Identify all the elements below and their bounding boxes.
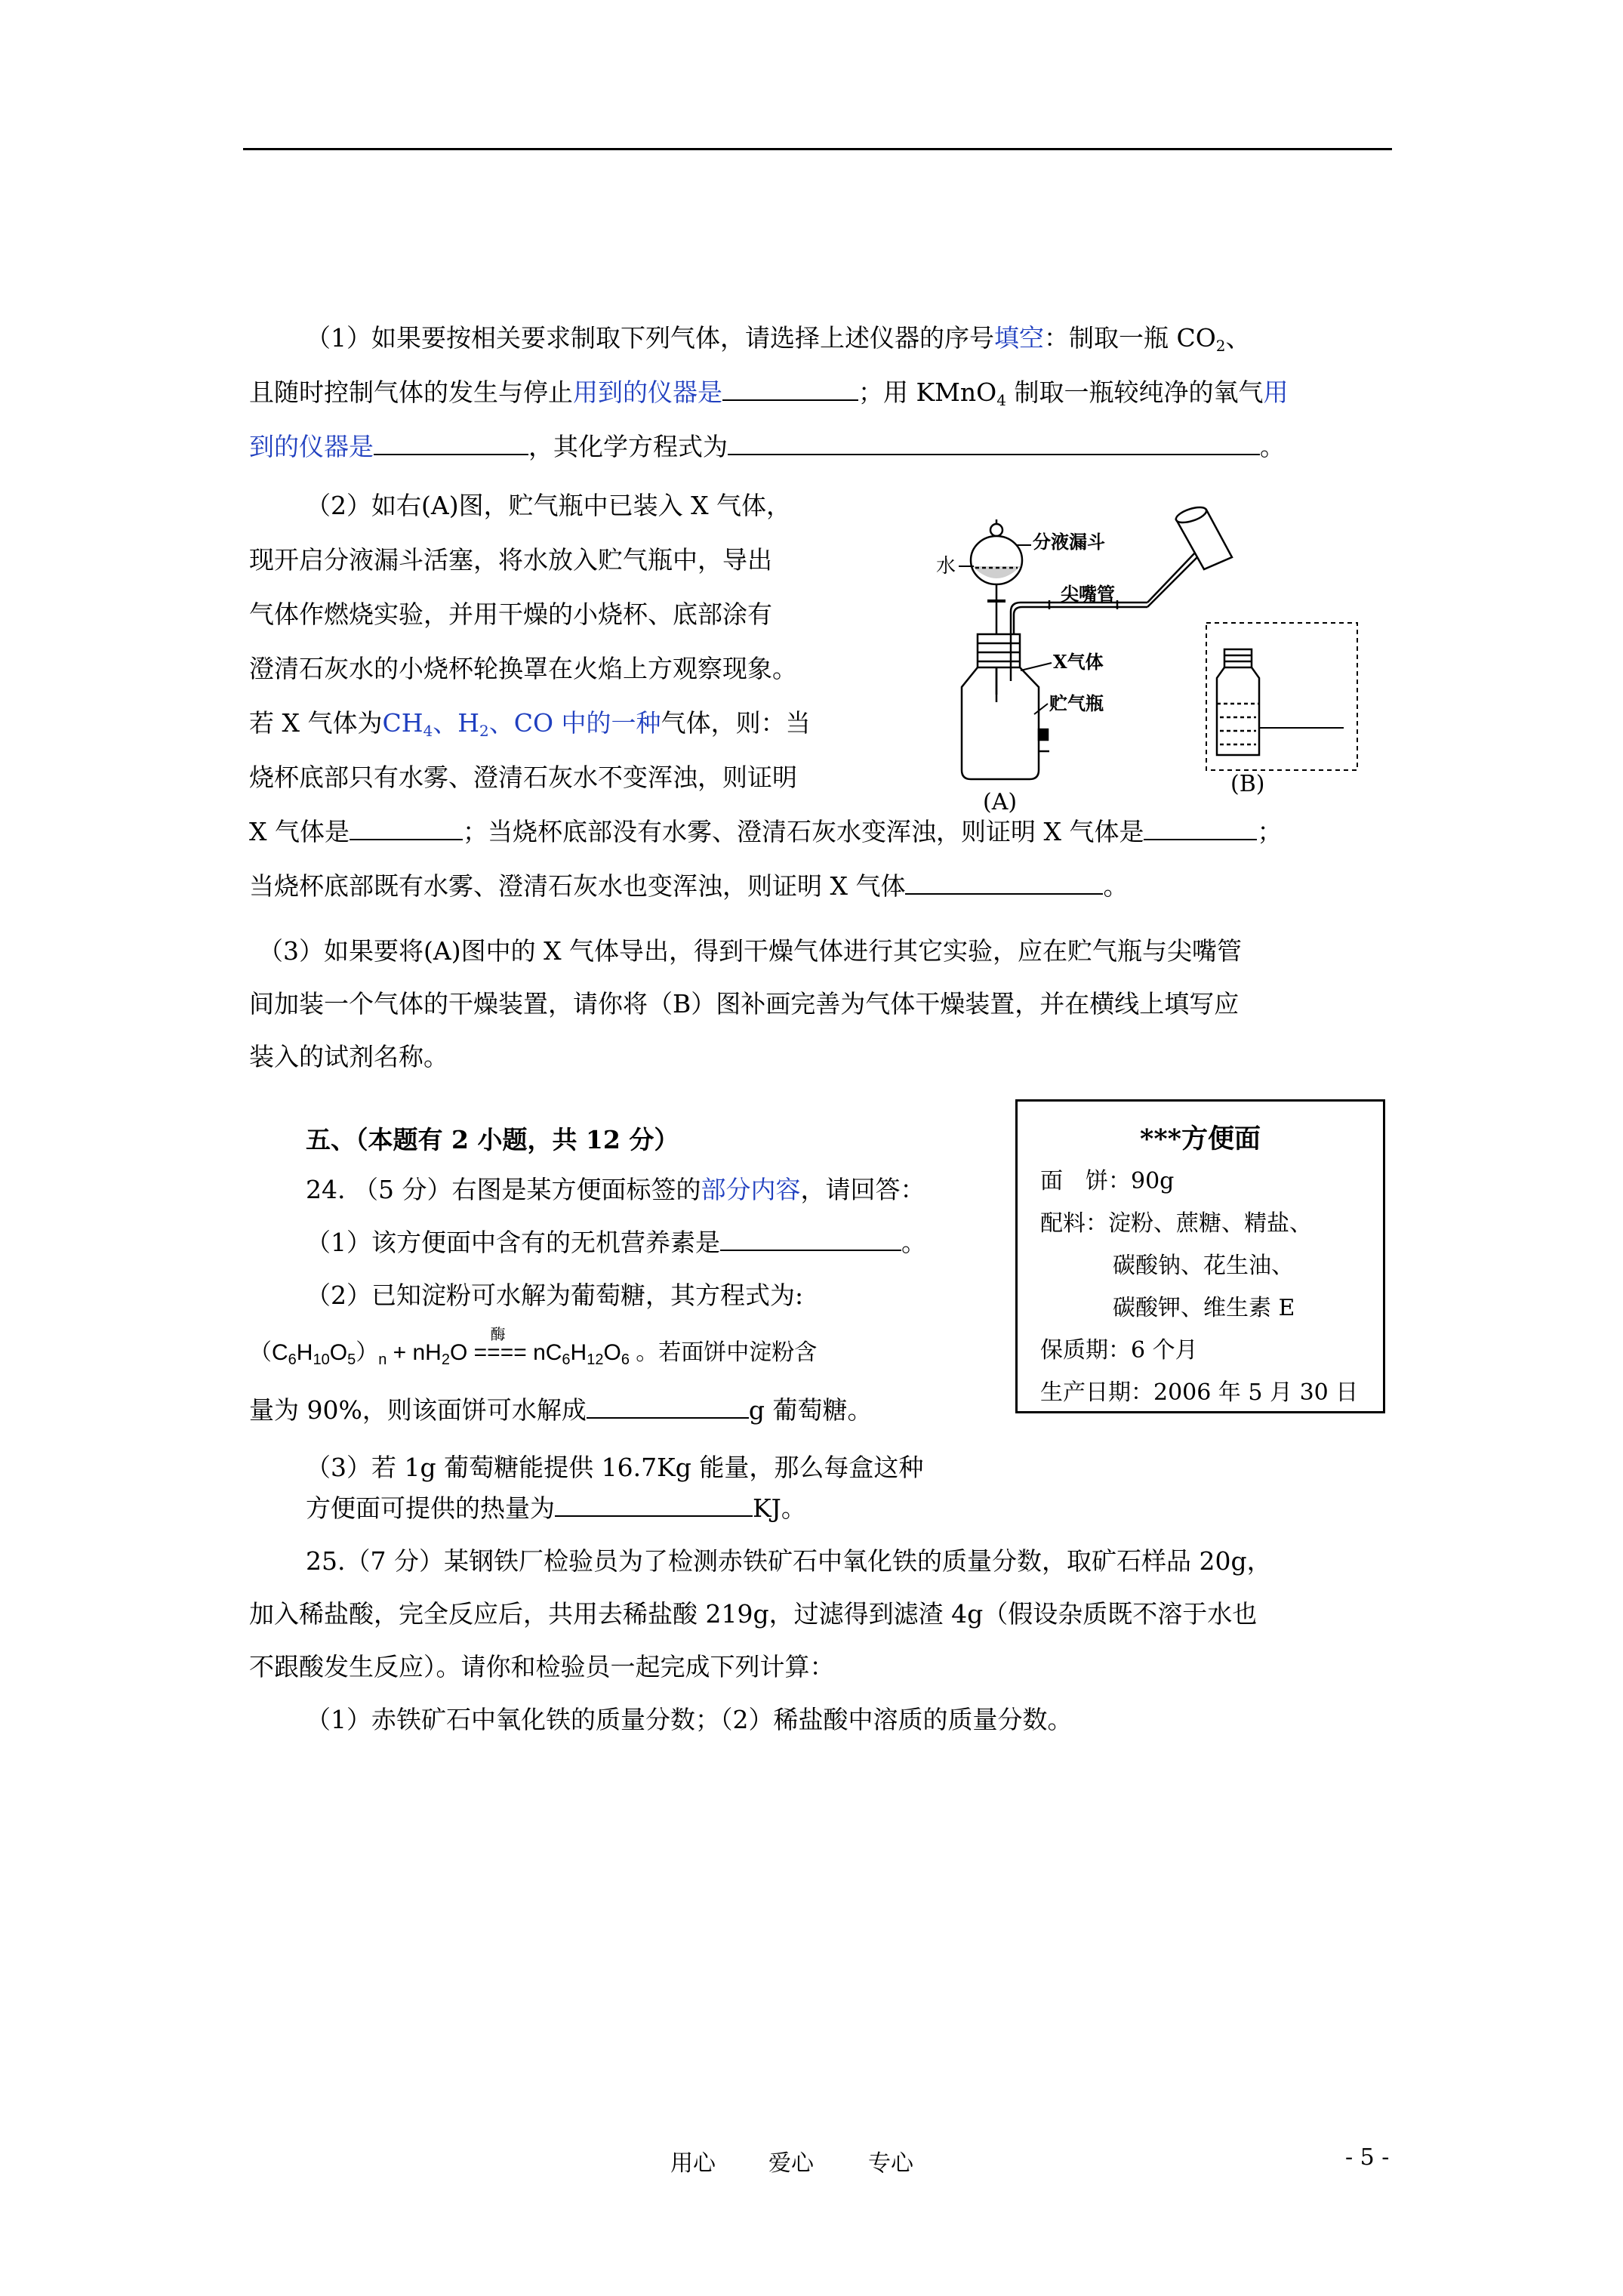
answer-blank[interactable] [905, 872, 1103, 895]
text: ：制取一瓶 CO [1044, 323, 1216, 353]
text: 24. （5 分）右图是某方便面标签的 [306, 1175, 701, 1204]
figure-b-frame [1206, 623, 1357, 770]
text: 、 [1225, 323, 1251, 353]
text: ） [356, 1340, 379, 1365]
beaker-icon [1175, 506, 1232, 569]
catalyst-arrow [473, 1327, 527, 1368]
label-row-production-date: 生产日期：2006 年 5 月 30 日 [1040, 1379, 1359, 1406]
text: 。 [1260, 432, 1285, 461]
hydrolysis-equation [249, 1327, 818, 1368]
subscript: 10 [313, 1351, 330, 1368]
q25-line-4: （1）赤铁矿石中氧化铁的质量分数；（2）稀盐酸中溶质的质量分数。 [306, 1705, 1073, 1734]
gas-bottle-icon [962, 634, 1049, 779]
text: O [603, 1340, 621, 1365]
text: ； [1257, 817, 1283, 846]
label-funnel: 分液漏斗 [1033, 531, 1105, 553]
label-water: 水 [936, 555, 956, 578]
noodle-label-box [1015, 1099, 1385, 1413]
text: ，其化学方程式为 [528, 432, 728, 461]
subscript: n [378, 1351, 387, 1368]
label-row-weight: 面 饼：90g [1040, 1168, 1175, 1194]
text: g 葡萄糖。 [748, 1395, 873, 1425]
text-highlight: 用到的仪器是 [573, 378, 722, 407]
footer-motto-3: 专心 [868, 2150, 913, 2177]
label-x-gas: X气体 [1053, 651, 1104, 673]
subscript: 12 [587, 1351, 604, 1368]
subscript: 6 [621, 1351, 630, 1368]
q24-stem [306, 1175, 925, 1205]
text-highlight: 、H [433, 708, 480, 738]
text: 方便面可提供的热量为 [306, 1493, 555, 1523]
q1-line-2 [249, 378, 1288, 408]
text: KJ。 [753, 1493, 806, 1523]
q1-line-3 [249, 432, 1285, 462]
subscript: 6 [288, 1351, 297, 1368]
q2-line-1: （2）如右(A)图，贮气瓶中已装入 X 气体， [306, 491, 792, 520]
text: 。若面饼中淀粉含 [629, 1340, 818, 1365]
answer-blank[interactable] [555, 1494, 753, 1517]
q2-line-2: 现开启分液漏斗活塞，将水放入贮气瓶中，导出 [249, 545, 772, 575]
q24-part-2: （2）已知淀粉可水解为葡萄糖，其方程式为: [306, 1281, 804, 1310]
caption-a: (A) [983, 789, 1018, 815]
label-row-ingredients: 配料：淀粉、蔗糖、精盐、 [1040, 1210, 1312, 1237]
text: X 气体是 [249, 817, 350, 846]
text: 当烧杯底部既有水雾、澄清石灰水也变浑浊，则证明 X 气体 [249, 871, 906, 901]
q2-line-4: 澄清石灰水的小烧杯轮换罩在火焰上方观察现象。 [249, 654, 797, 683]
text-highlight: 部分内容 [701, 1175, 801, 1204]
text-highlight: 填空 [994, 323, 1044, 353]
label-row-shelf-life: 保质期：6 个月 [1040, 1337, 1198, 1364]
answer-blank[interactable] [722, 378, 858, 401]
apparatus-figure [936, 506, 1404, 815]
label-bottle: 贮气瓶 [1049, 692, 1104, 714]
q24-part-2b [249, 1395, 872, 1425]
caption-b: (B) [1230, 771, 1265, 797]
q24-part-3: （3）若 1g 葡萄糖能提供 16.7Kg 能量，那么每盒这种 [306, 1453, 924, 1482]
text: 量为 90%，则该面饼可水解成 [249, 1395, 587, 1425]
text: ，请回答： [800, 1175, 925, 1204]
label-nozzle: 尖嘴管 [1061, 583, 1115, 605]
text: （1）如果要按相关要求制取下列气体，请选择上述仪器的序号 [306, 323, 994, 353]
text: O [449, 1340, 474, 1365]
subscript: 2 [1215, 337, 1226, 355]
q3-line-3: 装入的试剂名称。 [249, 1042, 448, 1071]
text: 制取一瓶较纯净的氧气 [1006, 378, 1264, 407]
q24-part-1 [306, 1228, 926, 1258]
q25-line-3: 不跟酸发生反应）。请你和检验员一起完成下列计算： [249, 1652, 835, 1681]
section-5-heading: 五、（本题有 2 小题，共 12 分） [306, 1125, 679, 1154]
answer-blank[interactable] [728, 433, 1260, 455]
q2-line-3: 气体作燃烧实验，并用干燥的小烧杯、底部涂有 [249, 599, 772, 629]
label-row-ingredients-2: 碳酸钠、花生油、 [1113, 1253, 1294, 1279]
answer-blank[interactable] [720, 1228, 901, 1251]
text: 。 [1103, 871, 1129, 901]
text-highlight: 、CO 中的一种 [488, 708, 661, 738]
q2-line-6: 烧杯底部只有水雾、澄清石灰水不变浑浊，则证明 [249, 763, 797, 792]
text-highlight: 用 [1263, 378, 1289, 407]
q24-part-3b [306, 1493, 806, 1524]
text-highlight: CH [382, 708, 423, 738]
subscript: 4 [996, 391, 1006, 409]
q1-line-1 [306, 323, 1251, 353]
header-rule [243, 148, 1392, 150]
text: 气体，则：当 [661, 708, 811, 738]
subscript: 2 [479, 722, 489, 740]
catalyst-label: 酶 [490, 1327, 506, 1343]
text: （C [249, 1340, 288, 1365]
answer-blank[interactable] [1144, 818, 1257, 840]
text: H [296, 1340, 313, 1365]
footer-motto-2: 爱心 [768, 2150, 814, 2177]
subscript: 2 [441, 1351, 450, 1368]
equals-arrow: ==== [473, 1340, 527, 1365]
subscript: 5 [347, 1351, 356, 1368]
footer-motto-1: 用心 [670, 2150, 716, 2177]
answer-blank[interactable] [587, 1396, 749, 1419]
text: ；用 KMnO [858, 378, 997, 407]
text: （1）该方便面中含有的无机营养素是 [306, 1228, 720, 1257]
label-title: ***方便面 [1140, 1123, 1261, 1154]
q2-line-5 [249, 708, 811, 738]
page-number: - 5 - [1345, 2144, 1390, 2171]
text: H [570, 1340, 587, 1365]
text: 若 X 气体为 [249, 708, 383, 738]
answer-blank[interactable] [374, 433, 528, 455]
text: 且随时控制气体的发生与停止 [249, 378, 573, 407]
text: O [329, 1340, 348, 1365]
text-highlight: 到的仪器是 [249, 432, 374, 461]
text: 。 [901, 1228, 926, 1257]
text: + nH [387, 1340, 442, 1365]
q25-line-1: 25.（7 分）某钢铁厂检验员为了检测赤铁矿石中氧化铁的质量分数，取矿石样品 20g， [306, 1546, 1272, 1576]
q2-line-8 [249, 871, 1128, 901]
drying-bottle-icon [1217, 649, 1259, 755]
subscript: 4 [423, 722, 433, 740]
q2-line-7 [249, 817, 1282, 847]
text: nC [526, 1340, 562, 1365]
q3-line-1: （3）如果要将(A)图中的 X 气体导出，得到干燥气体进行其它实验，应在贮气瓶与尖嘴管 [258, 936, 1243, 966]
subscript: 6 [562, 1351, 571, 1368]
label-row-ingredients-3: 碳酸钾、维生素 E [1113, 1295, 1295, 1321]
q25-line-2: 加入稀盐酸，完全反应后，共用去稀盐酸 219g，过滤得到滤渣 4g（假设杂质既不溶于水也 [249, 1599, 1258, 1629]
q3-line-2: 间加装一个气体的干燥装置，请你将（B）图补画完善为气体干燥装置，并在横线上填写应 [249, 989, 1240, 1019]
text: ；当烧杯底部没有水雾、澄清石灰水变浑浊，则证明 X 气体是 [462, 817, 1144, 846]
answer-blank[interactable] [350, 818, 463, 840]
